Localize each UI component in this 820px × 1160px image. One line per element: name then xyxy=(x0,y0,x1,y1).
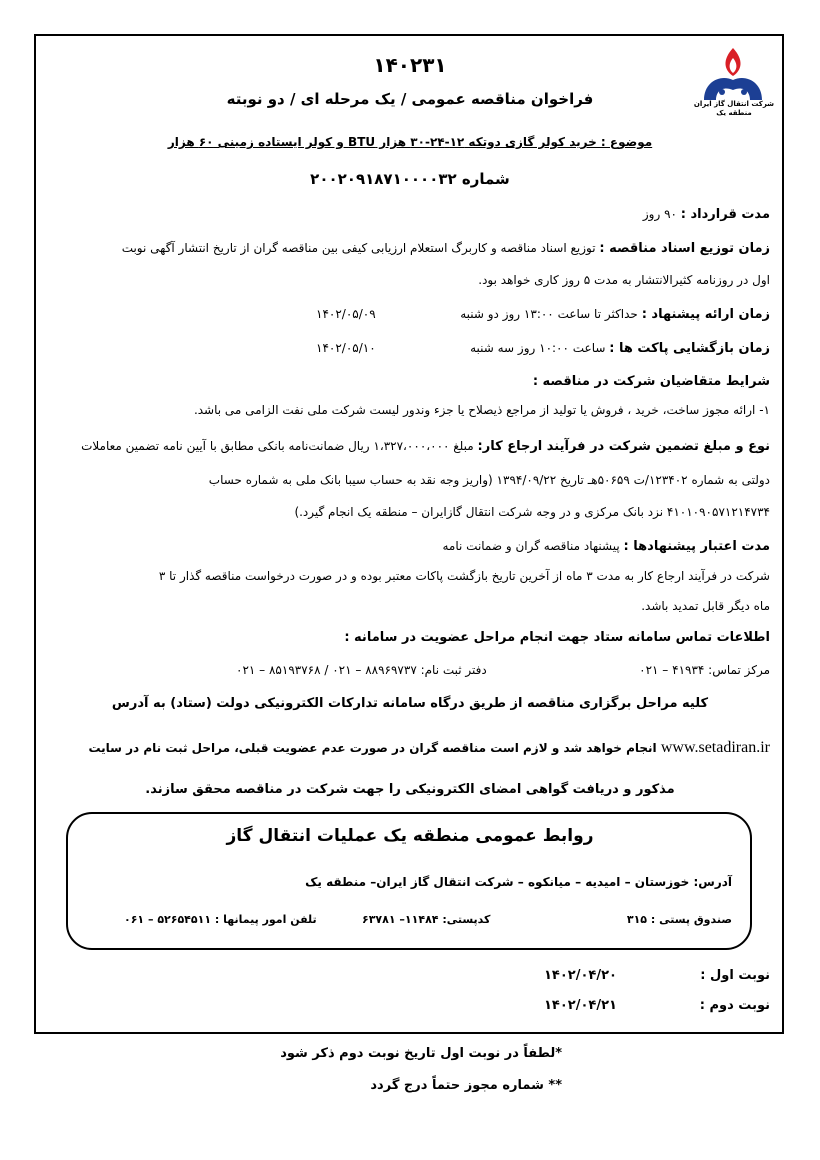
distribution-line1 xyxy=(122,240,770,257)
portal-text3: مذکور و دریافت گواهی امضای الکترونیکی را جهت شرکت در مناقصه محقق سازند. xyxy=(145,782,675,797)
guarantee-label: نوع و مبلغ تضمین شرکت در فرآیند ارجاع کار: xyxy=(477,439,770,454)
portal-text1: کلیه مراحل برگزاری مناقصه از طریق درگاه سامانه تدارکات الکترونیکی دولت (ستاد) به آدرس xyxy=(111,696,709,711)
distribution-text1: توزیع اسناد مناقصه و کاربرگ استعلام ارزیابی کیفی بین مناقصه گران از تاریخ انتشار آگهی نوبت xyxy=(121,241,596,255)
validity-label: مدت اعتبار پیشنهادها : xyxy=(623,539,770,554)
first-publication-label: نوبت اول : xyxy=(700,968,770,983)
offer-label: زمان ارائه پیشنهاد : xyxy=(641,307,770,322)
portal-line2 xyxy=(88,740,770,756)
offer-value: حداکثر تا ساعت ۱۳:۰۰ روز دو شنبه xyxy=(460,307,638,321)
opening-date: ۱۴۰۲/۰۵/۱۰ xyxy=(316,341,376,355)
second-publication-label: نوبت دوم : xyxy=(699,998,770,1013)
logo-caption-line2: منطقه یک xyxy=(716,109,752,117)
first-publication-date: ۱۴۰۲/۰۴/۲۰ xyxy=(544,968,617,983)
guarantee-text2: دولتی به شماره ۱۲۳۴۰۲/ت ۵۰۶۵۹هـ تاریخ ۱۳۹۴/۰۹/۲۲ (واریز وجه نقد به حساب سیبا بانک ملی به شماره حساب xyxy=(208,473,770,487)
distribution-text2: اول در روزنامه کثیرالانتشار به مدت ۵ روز کاری خواهد بود. xyxy=(478,273,770,287)
box-address: آدرس: خوزستان – امیدیه – میانکوه – شرکت انتقال گاز ایران– منطقه یک xyxy=(305,875,732,889)
duration-label: مدت قرارداد : xyxy=(680,207,770,222)
portal-text2: انجام خواهد شد و لازم است مناقصه گران در صورت عدم عضویت قبلی، مراحل ثبت نام در سایت xyxy=(88,741,657,755)
guarantee-text1: مبلغ ۱،۳۲۷،۰۰۰،۰۰۰ ریال ضمانت‌نامه بانکی مطابق با آیین نامه تضمین معاملات xyxy=(81,439,474,453)
contract-duration xyxy=(643,206,770,223)
guarantee-text3: ۴۱۰۱۰۹۰۵۷۱۲۱۴۷۳۴ نزد بانک مرکزی و در وجه شرکت انتقال گازایران – منطقه یک انجام گیرد.) xyxy=(294,505,770,519)
conditions-item1: ۱- ارائه مجوز ساخت، خرید ، فروش یا تولید از مراجع ذیصلاح یا جزء وندور لیست شرکت ملی نفت الزامی می باشد. xyxy=(193,403,770,417)
portal-url[interactable]: www.setadiran.ir xyxy=(660,739,770,756)
tender-code: ۱۴۰۲۳۱ xyxy=(373,53,447,77)
gas-flame-icon xyxy=(692,44,774,106)
duration-value: ۹۰ روز xyxy=(642,207,677,221)
conditions-label: شرایط متقاضیان شرکت در مناقصه : xyxy=(532,374,770,389)
contact-center: مرکز تماس: ۴۱۹۳۴ – ۰۲۱ xyxy=(639,663,770,677)
opening-value: ساعت ۱۰:۰۰ روز سه شنبه xyxy=(470,341,606,355)
box-phone: تلفن امور پیمانها : ۵۲۶۵۴۵۱۱ – ۰۶۱ xyxy=(124,913,317,926)
validity-value: پیشنهاد مناقصه گران و ضمانت نامه xyxy=(442,539,620,553)
tender-subject: موضوع : خرید کولر گازی دوتکه ۱۲-۲۴-۳۰ هزار BTU و کولر ایستاده زمینی ۶۰ هزار xyxy=(167,135,653,149)
box-pobox: صندوق پستی : ۳۱۵ xyxy=(626,913,732,926)
distribution-label: زمان توزیع اسناد مناقصه : xyxy=(599,241,770,256)
tender-number: شماره ۲۰۰۲۰۹۱۸۷۱۰۰۰۰۳۲ xyxy=(310,170,510,188)
opening-line xyxy=(470,340,770,357)
box-postal: کدپستی: ۱۱۴۸۴– ۶۳۷۸۱ xyxy=(362,913,491,926)
page-title: فراخوان مناقصه عمومی / یک مرحله ای / دو نوبته xyxy=(226,90,594,108)
contact-label: اطلاعات تماس سامانه ستاد جهت انجام مراحل عضویت در سامانه : xyxy=(344,630,770,645)
opening-label: زمان بازگشایی پاکت ها : xyxy=(609,341,770,356)
offer-line xyxy=(460,306,770,323)
note-2: ** شماره مجوز حتماً درج گردد xyxy=(370,1078,562,1093)
validity-line xyxy=(442,538,770,555)
validity-text1: شرکت در فرآیند ارجاع کار به مدت ۳ ماه از آخرین تاریخ بازگشت پاکات معتبر بوده و در صورت درخواست مناقصه گذار تا ۳ xyxy=(158,569,770,583)
offer-date: ۱۴۰۲/۰۵/۰۹ xyxy=(316,307,376,321)
logo-caption xyxy=(686,100,782,118)
contact-office: دفتر ثبت نام: ۸۸۹۶۹۷۳۷ – ۰۲۱ / ۸۵۱۹۳۷۶۸ – ۰۲۱ xyxy=(236,663,487,677)
box-title: روابط عمومی منطقه یک عملیات انتقال گاز xyxy=(226,826,594,846)
second-publication-date: ۱۴۰۲/۰۴/۲۱ xyxy=(544,998,617,1013)
logo-caption-line1: شرکت انتقال گاز ایران xyxy=(693,100,775,108)
note-1: *لطفاً در نوبت اول تاریخ نوبت دوم ذکر شود xyxy=(280,1046,562,1061)
guarantee-line1 xyxy=(81,438,770,455)
validity-text2: ماه دیگر قابل تمدید باشد. xyxy=(641,599,770,613)
